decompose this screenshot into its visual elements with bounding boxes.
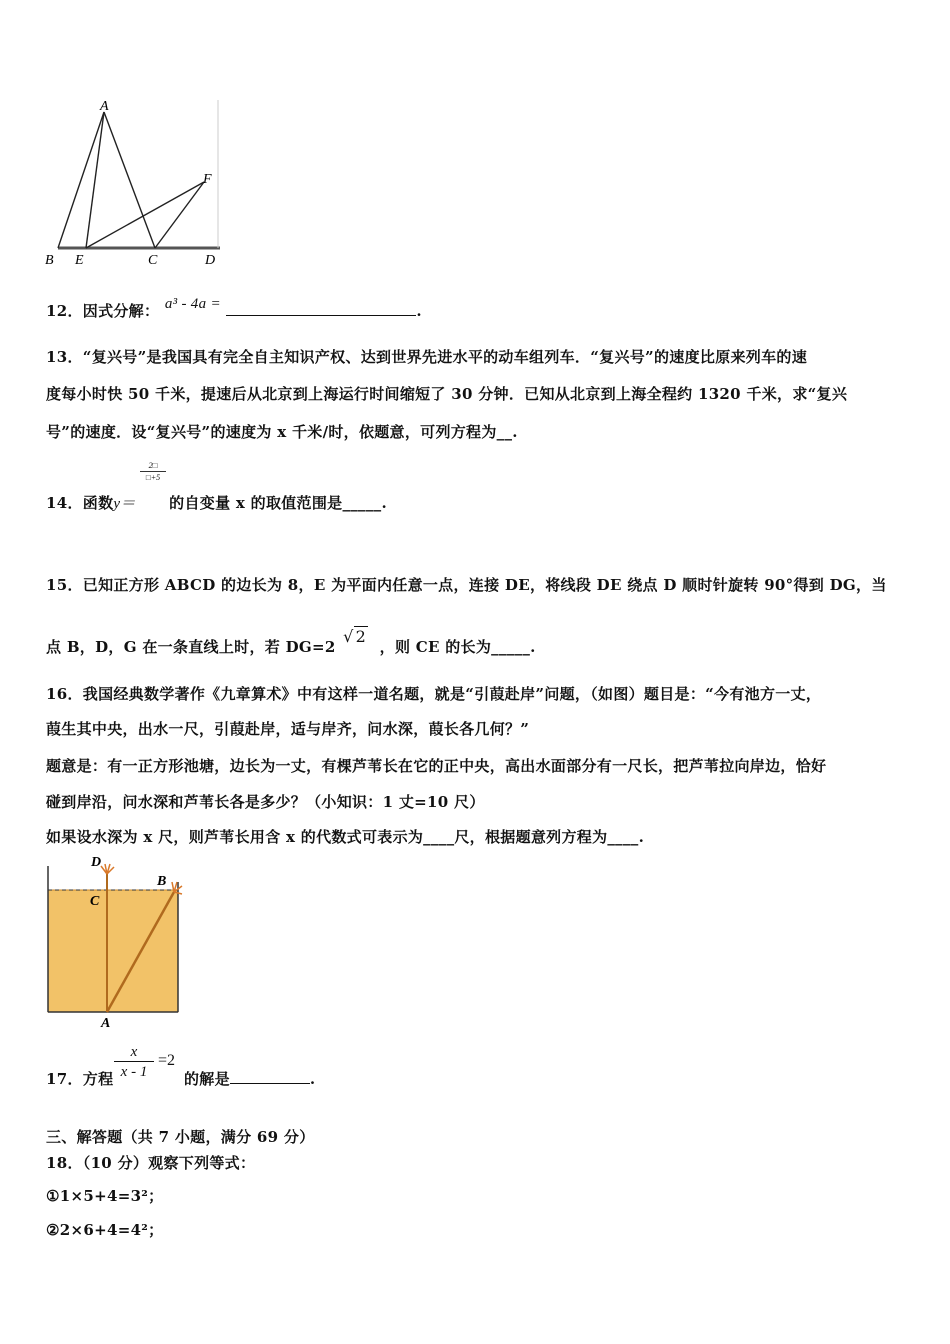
q12-expression: a³ - 4a = <box>164 296 221 312</box>
q18-item-2: ②2×6+4=4²； <box>46 1221 164 1239</box>
reed-tuft-top <box>101 864 114 874</box>
label-f: F <box>203 172 212 187</box>
q14-fraction-numerator: 2□ <box>140 460 166 472</box>
q13-line-3: 号”的速度．设“复兴号”的速度为 x 千米/时，依题意，可列方程为__. <box>46 423 518 441</box>
q18-item-1: ①1×5+4=3²； <box>46 1187 164 1205</box>
q16-line-3: 题意是：有一正方形池塘，边长为一丈，有棵芦苇长在它的正中央，高出水面部分有一尺长，把芦苇拉向岸边，恰好 <box>46 757 827 775</box>
q14-suffix: 的自变量 x 的取值范围是_____. <box>169 494 387 512</box>
segment-ac <box>104 112 155 248</box>
segment-ef <box>86 182 204 248</box>
q14-fraction <box>140 460 166 483</box>
q17-fraction-denominator: x - 1 <box>120 1064 148 1080</box>
q15-line-2a: 点 B，D，G 在一条直线上时，若 DG=2 <box>46 638 336 656</box>
q17-prefix: 17．方程 <box>46 1070 114 1088</box>
q12-answer-blank[interactable] <box>226 301 416 316</box>
q17-suffix: 的解是 <box>184 1070 230 1088</box>
q12-suffix: . <box>416 302 422 320</box>
question-12 <box>46 296 422 321</box>
q15-line-2 <box>46 627 536 657</box>
segment-ab <box>58 112 104 248</box>
pond-reed-figure <box>40 852 200 1032</box>
label-d-top: D <box>91 855 102 870</box>
q17-end: . <box>309 1070 316 1088</box>
question-14 <box>46 492 387 513</box>
pond-water <box>48 890 178 1012</box>
label-b-tip: B <box>157 874 167 889</box>
q14-y: y＝ <box>113 496 136 512</box>
geometry-figure-triangles <box>40 96 230 268</box>
q17-tail <box>184 1068 315 1089</box>
q14-fraction-denominator: □+5 <box>145 473 161 482</box>
q15-line-1: 15．已知正方形 ABCD 的边长为 8，E 为平面内任意一点，连接 DE，将线段 DE 绕点 D 顺时针旋转 90°得到 DG，当 <box>46 576 887 594</box>
q15-sqrt-value: 2 <box>355 627 367 646</box>
label-d: D <box>205 253 216 268</box>
q16-line-2: 葭生其中央，出水一尺，引葭赴岸，适与岸齐，问水深，葭长各几何？” <box>46 720 530 738</box>
label-b: B <box>45 253 54 268</box>
q12-prefix: 12．因式分解： <box>46 302 160 320</box>
question-17 <box>46 1068 113 1089</box>
q15-line-2b: ，则 CE 的长为_____. <box>379 638 536 656</box>
q13-line-1: 13．“复兴号”是我国具有完全自主知识产权、达到世界先进水平的动车组列车．“复兴号”的速度比原来列车的速 <box>46 348 807 366</box>
label-a-bottom: A <box>101 1016 111 1031</box>
q17-fraction-numerator: x <box>114 1043 154 1062</box>
section-3-title: 三、解答题（共 7 小题，满分 69 分） <box>46 1128 315 1146</box>
segment-ae <box>86 112 104 248</box>
q16-line-5: 如果设水深为 x 尺，则芦苇长用含 x 的代数式可表示为____尺，根据题意列方程为____. <box>46 828 645 846</box>
q13-line-2: 度每小时快 50 千米，提速后从北京到上海运行时间缩短了 30 分钟．已知从北京到上海全程约 1320 千米，求“复兴 <box>46 385 848 403</box>
q14-prefix: 14．函数 <box>46 494 114 512</box>
q15-sqrt: √ 2 <box>343 627 367 646</box>
q17-answer-blank[interactable] <box>230 1069 310 1084</box>
q17-fraction <box>114 1043 154 1082</box>
label-c-surface: C <box>90 894 100 909</box>
q16-line-4: 碰到岸沿，问水深和芦苇长各是多少？（小知识：1 丈=10 尺） <box>46 793 485 811</box>
label-a: A <box>100 99 109 114</box>
q18-intro: 18．（10 分）观察下列等式： <box>46 1154 256 1172</box>
label-e: E <box>75 253 84 268</box>
q17-equals: =2 <box>158 1052 176 1069</box>
label-c: C <box>148 253 158 268</box>
q16-line-1: 16．我国经典数学著作《九章算术》中有这样一道名题，就是“引葭赴岸”问题，（如图）题目是：“今有池方一丈， <box>46 685 822 703</box>
segment-cf <box>155 182 204 248</box>
